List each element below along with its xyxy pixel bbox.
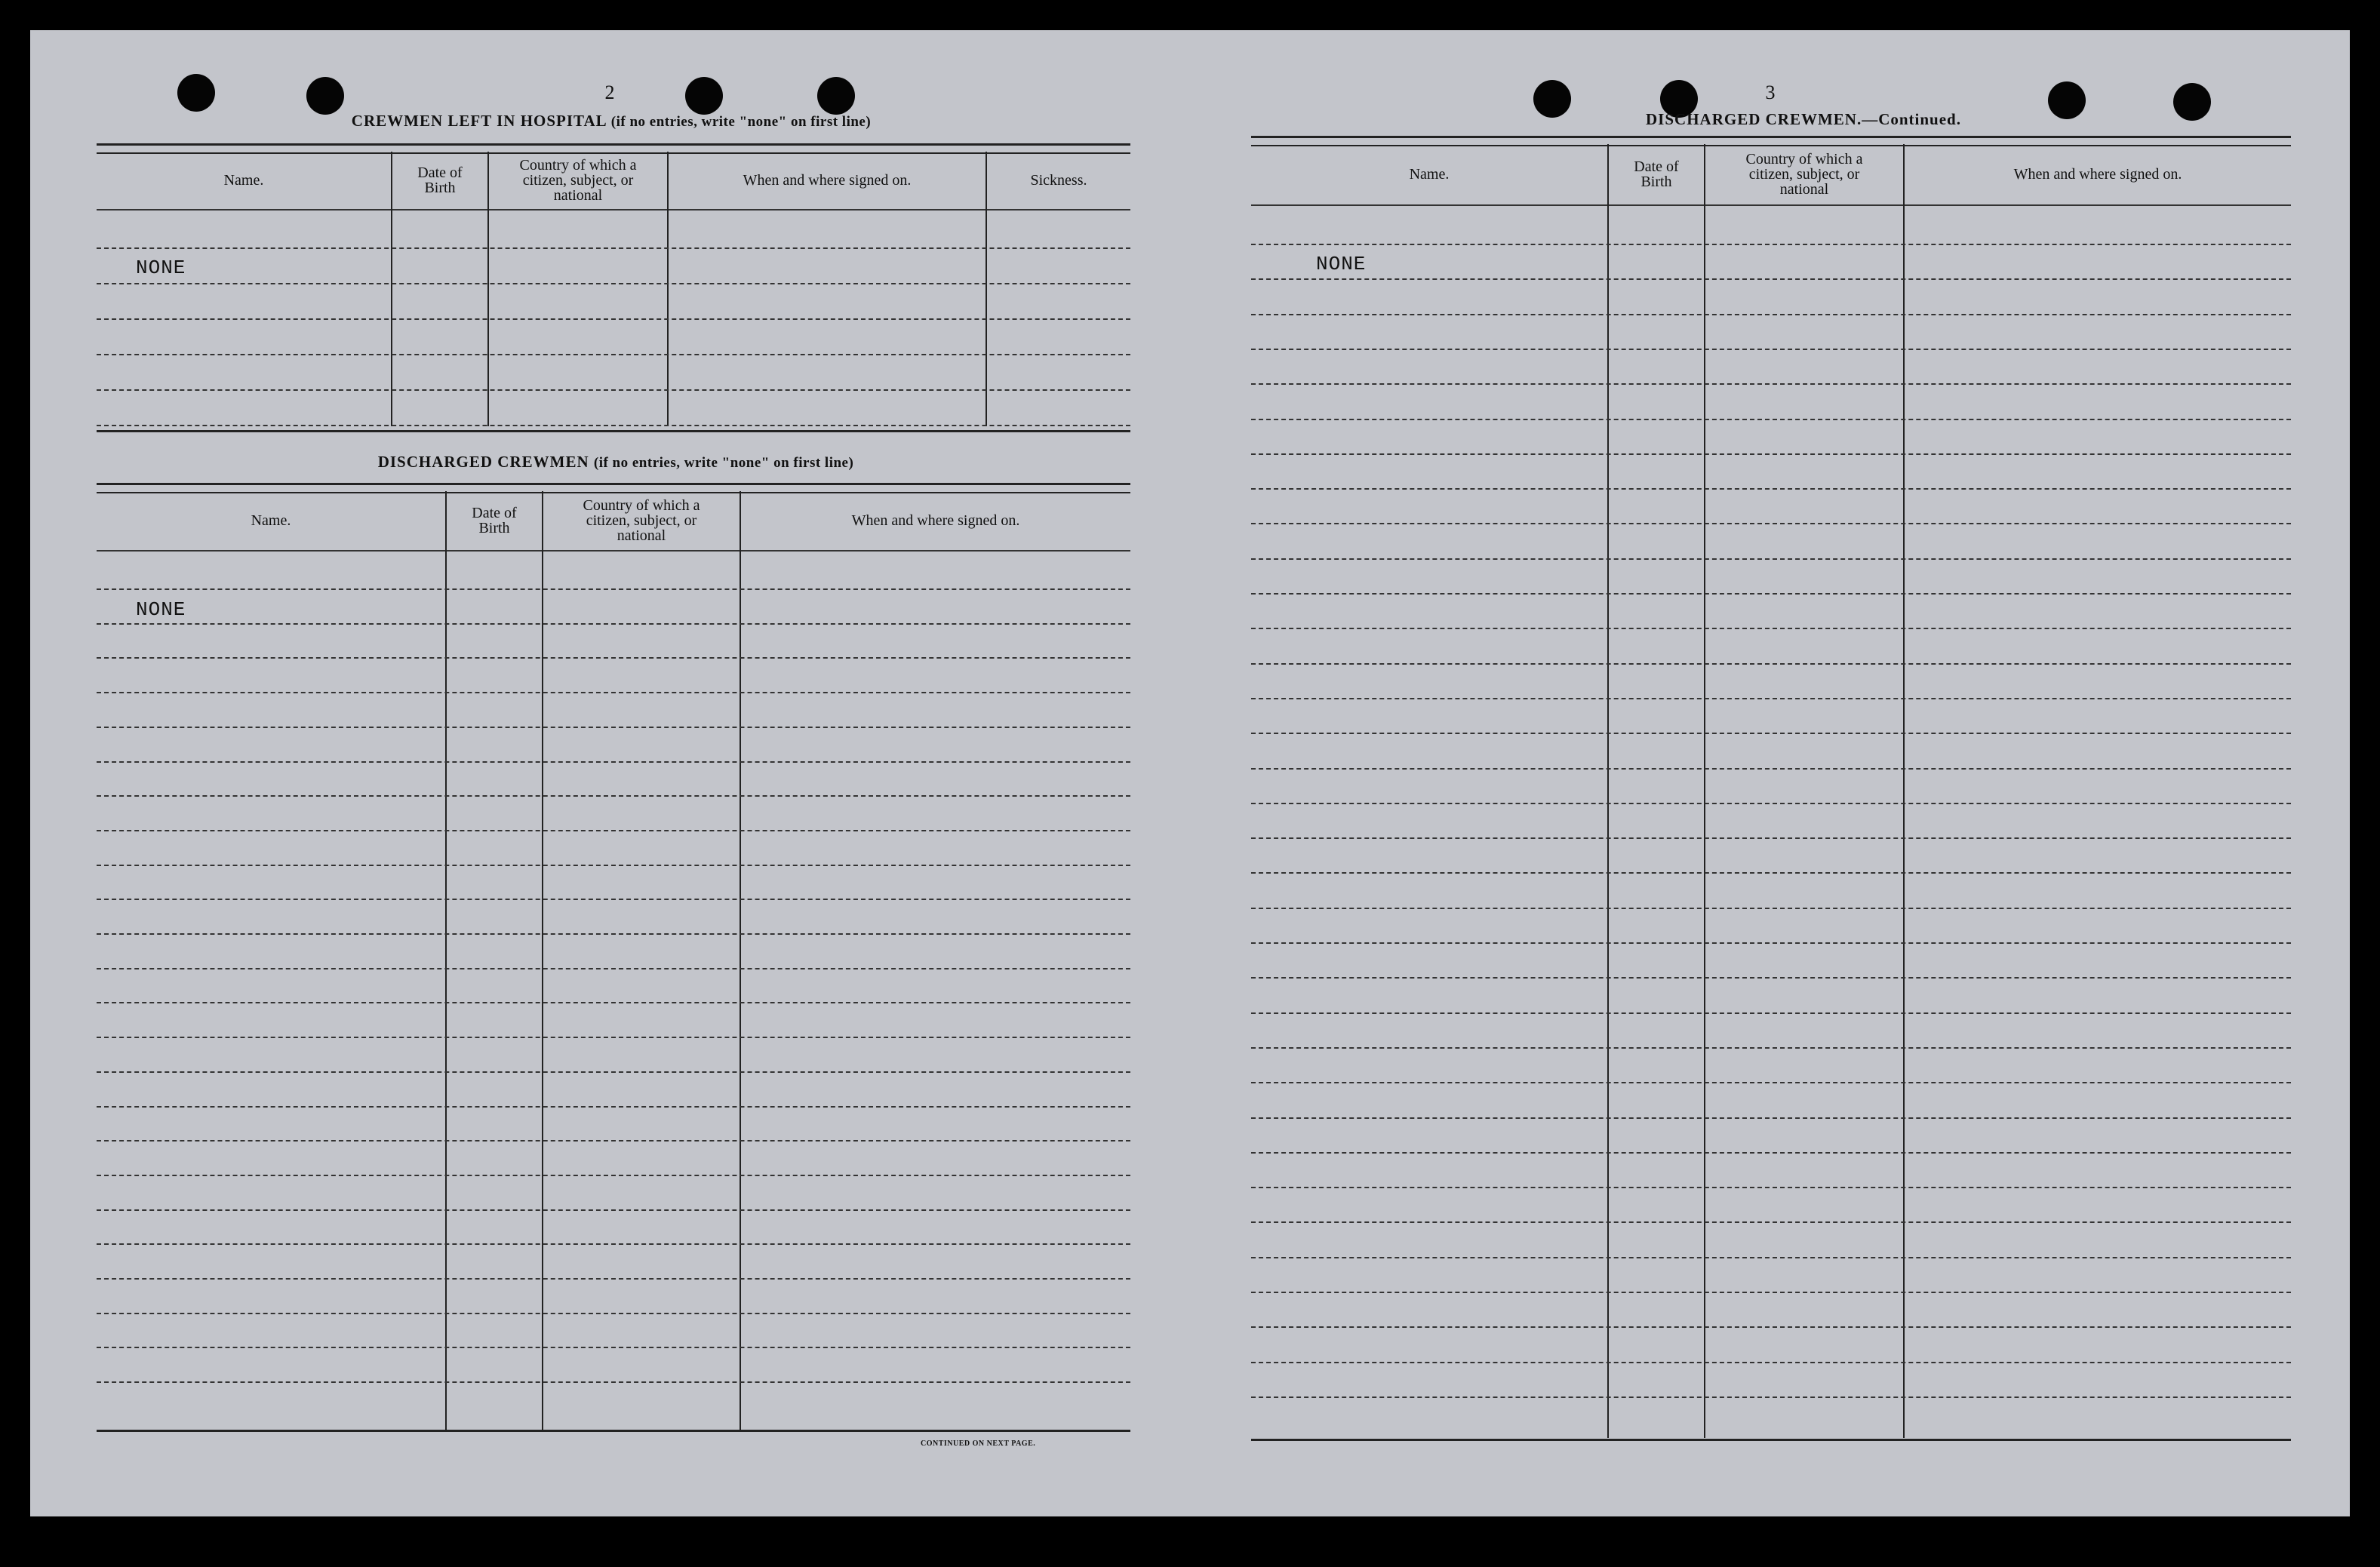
section-title-text: CREWMEN LEFT IN HOSPITAL [351,112,607,130]
ruled-line [1251,349,2291,350]
ruled-line [1251,1396,2291,1398]
column-divider [391,152,392,426]
ruled-line [1251,837,2291,839]
punch-hole [685,77,723,115]
ruled-line [97,899,1130,900]
table-header [97,152,1130,210]
header-when-where: When and where signed on. [743,172,912,189]
ruled-line [1251,1362,2291,1363]
table-header [97,491,1130,552]
ruled-line [1251,1221,2291,1223]
ruled-line [1251,628,2291,629]
column-divider [986,152,987,426]
section-title-discharged [378,453,854,472]
section-title-hospital [352,112,871,131]
column-divider [1903,144,1905,1438]
ruled-line [97,657,1130,659]
punch-hole [1533,80,1571,118]
ruled-line [97,1313,1130,1314]
header-country: Country of which a citizen, subject, or national [583,497,700,544]
ruled-line [97,247,1130,249]
ruled-line [1251,698,2291,699]
punch-hole [817,77,855,115]
ruled-line [97,933,1130,935]
punch-hole [2173,83,2211,121]
table-bottom-rule [97,1430,1130,1432]
column-divider [1607,144,1609,1438]
ruled-line [97,1175,1130,1176]
table-header [1251,144,2291,206]
header-country: Country of which a citizen, subject, or national [519,157,637,204]
ruled-line [97,761,1130,763]
ruled-line [97,968,1130,969]
ruled-line [97,1347,1130,1348]
ruled-line [97,830,1130,831]
ruled-line [97,1209,1130,1211]
ruled-line [97,1037,1130,1038]
ruled-line [1251,1152,2291,1154]
ruled-line [97,1243,1130,1245]
ruled-line [1251,908,2291,909]
ruled-line [1251,488,2291,490]
table-bottom-rule [97,430,1130,432]
ruled-line [1251,419,2291,420]
section-instruction: (if no entries, write "none" on first line) [610,114,872,130]
header-when-where: When and where signed on. [2013,166,2182,183]
ruled-line [1251,1292,2291,1293]
ruled-line [1251,803,2291,804]
header-date-of-birth: Date of Birth [472,505,517,536]
ruled-line [1251,768,2291,770]
discharged-table [97,483,1130,1435]
ruled-line [1251,523,2291,524]
ruled-line [97,354,1130,355]
column-divider [1704,144,1705,1438]
column-divider [740,491,741,1430]
ruled-line [1251,942,2291,944]
continued-note: CONTINUED ON NEXT PAGE. [921,1439,1036,1448]
ruled-line [1251,314,2291,315]
ruled-line [1251,383,2291,385]
ruled-line [97,727,1130,728]
ruled-line [97,865,1130,866]
entry-name: NONE [1316,253,1367,275]
ruled-line [1251,1257,2291,1258]
ruled-line [1251,1047,2291,1049]
ruled-line [97,1071,1130,1073]
column-divider [487,152,489,426]
ruled-line [97,588,1130,590]
header-name: Name. [251,512,291,529]
header-name: Name. [223,172,264,189]
ruled-line [97,283,1130,284]
ruled-line [1251,663,2291,665]
ruled-line [1251,872,2291,874]
header-when-where: When and where signed on. [851,512,1020,529]
punch-hole [177,74,215,112]
ruled-line [1251,733,2291,734]
ruled-line [1251,1187,2291,1188]
section-title-continued: DISCHARGED CREWMEN.—Continued. [1646,110,1961,128]
ruled-line [1251,1082,2291,1083]
ruled-line [1251,453,2291,455]
ruled-line [1251,1326,2291,1328]
ruled-line [1251,244,2291,245]
ruled-line [1251,1012,2291,1014]
header-country: Country of which a citizen, subject, or national [1745,151,1863,198]
ruled-line [97,389,1130,391]
column-divider [542,491,543,1430]
ruled-line [97,692,1130,693]
ruled-line [97,318,1130,320]
ruled-line [1251,278,2291,280]
header-name: Name. [1409,166,1450,183]
entry-name: NONE [136,598,186,621]
ruled-line [1251,558,2291,560]
ruled-line [97,1381,1130,1383]
ruled-line [97,1278,1130,1280]
section-title-text: DISCHARGED CREWMEN [377,453,589,471]
ruled-line [97,1106,1130,1108]
punch-hole [2048,81,2086,119]
column-divider [667,152,669,426]
ruled-line [97,623,1130,625]
ruled-line [97,795,1130,797]
table-bottom-rule [1251,1439,2291,1441]
ruled-line [1251,1117,2291,1119]
ruled-line [97,1002,1130,1003]
punch-hole [306,77,344,115]
column-divider [445,491,447,1430]
header-date-of-birth: Date of Birth [1634,158,1679,190]
ruled-line [97,425,1130,426]
ruled-line [1251,977,2291,979]
section-instruction: (if no entries, write "none" on first line) [593,455,854,471]
hospital-table [97,143,1130,434]
entry-name: NONE [136,257,186,279]
ruled-line [1251,593,2291,595]
page-number: 2 [604,81,615,103]
header-sickness: Sickness. [1030,172,1087,189]
page-number: 3 [1765,81,1776,103]
header-date-of-birth: Date of Birth [417,164,463,196]
document-page [30,30,2350,1516]
ruled-line [97,1140,1130,1141]
discharged-continued-table [1251,136,2291,1444]
